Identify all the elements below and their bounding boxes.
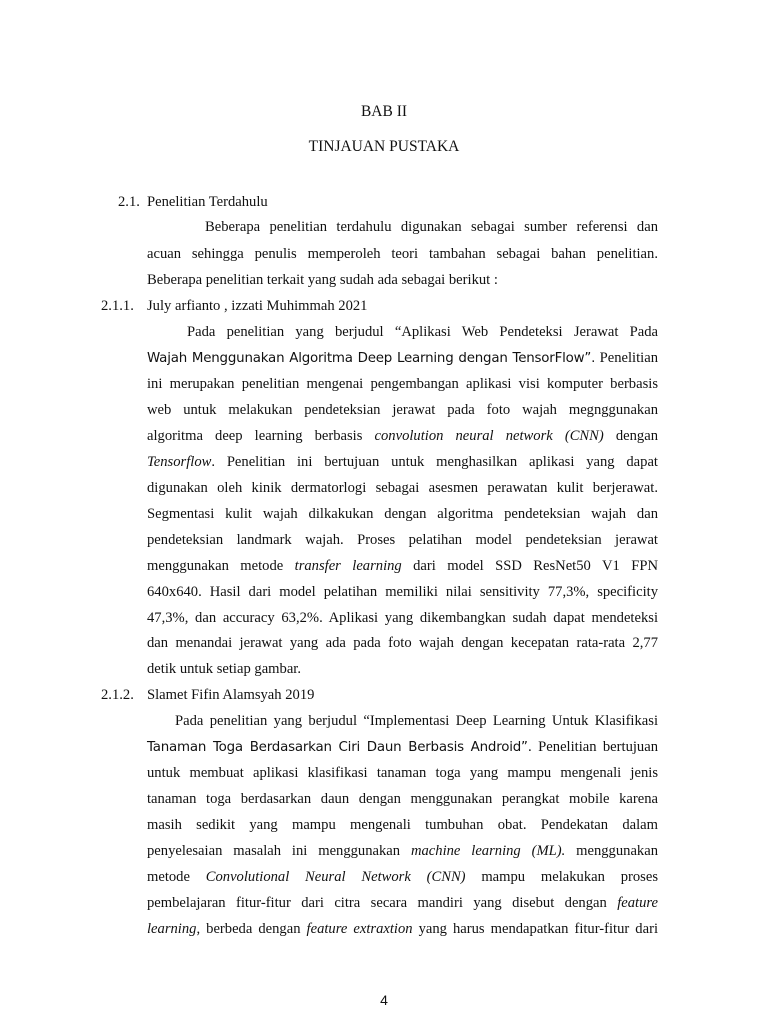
- italic-term: Tensorflow: [147, 454, 212, 470]
- paragraph-line: 47,3%, dan accuracy 63,2%. Aplikasi yang dikembangkan sudah dapat mendeteksi: [147, 610, 658, 626]
- section-number: 2.1.: [118, 194, 140, 210]
- paragraph-line: ini merupakan penelitian mengenai pengembangan aplikasi visi komputer berbasis: [147, 376, 658, 392]
- section-title: Penelitian Terdahulu: [147, 194, 268, 210]
- paragraph-line: penyelesaian masalah ini menggunakan machine learning (ML). menggunakan: [147, 843, 658, 859]
- research-title-text: Tanaman Toga Berdasarkan Ciri Daun Berbasis Android”.: [147, 740, 532, 755]
- paragraph-line: Tensorflow. Penelitian ini bertujuan untuk menghasilkan aplikasi yang dapat: [147, 454, 658, 470]
- paragraph-line: Segmentasi kulit wajah dilkakukan dengan algoritma pendeteksian wajah dan: [147, 506, 658, 522]
- paragraph-line: algoritma deep learning berbasis convolution neural network (CNN) dengan: [147, 428, 659, 444]
- research-title-text: Wajah Menggunakan Algoritma Deep Learning dengan TensorFlow”.: [147, 351, 596, 366]
- italic-term: machine learning (ML).: [410, 843, 566, 859]
- subsection-number: 2.1.1.: [101, 298, 134, 314]
- intro-line: acuan sehingga penulis memperoleh teori tambahan sebagai bahan penelitian.: [147, 246, 658, 262]
- paragraph-line: detik untuk setiap gambar.: [147, 661, 302, 677]
- paragraph-line: metode Convolutional Neural Network (CNN) mampu melakukan proses: [147, 869, 658, 885]
- paragraph-line: Pada penelitian yang berjudul “Aplikasi Web Pendeteksi Jerawat Pada: [187, 324, 658, 340]
- paragraph-line: Tanaman Toga Berdasarkan Ciri Daun Berbasis Android”. Penelitian bertujuan: [147, 739, 658, 755]
- intro-line: Beberapa penelitian terdahulu digunakan sebagai sumber referensi dan: [205, 219, 658, 235]
- italic-term: feature extraxtion: [306, 921, 413, 937]
- subsection-number: 2.1.2.: [101, 687, 134, 703]
- intro-line: Beberapa penelitian terkait yang sudah ada sebagai berikut :: [147, 272, 498, 288]
- italic-term: feature: [617, 895, 658, 911]
- paragraph-line: 640x640. Hasil dari model pelatihan memiliki nilai sensitivity 77,3%, specificity: [147, 584, 658, 600]
- page-number: 4: [380, 992, 388, 1008]
- italic-term: convolution neural network (CNN): [374, 428, 604, 444]
- chapter-label: BAB II: [360, 103, 408, 120]
- italic-term: Convolutional Neural Network (CNN): [205, 869, 466, 885]
- paragraph-line: digunakan oleh kinik dermatorlogi sebagai asesmen perawatan kulit berjerawat.: [147, 480, 658, 496]
- paragraph-line: learning, berbeda dengan feature extraxtion yang harus mendapatkan fitur-fitur dari: [147, 921, 658, 937]
- subsection-title: July arfianto , izzati Muhimmah 2021: [147, 298, 368, 314]
- paragraph-line: dan menandai jerawat yang ada pada foto wajah dengan kecepatan rata-rata 2,77: [147, 635, 658, 651]
- paragraph-line: untuk membuat aplikasi klasifikasi tanaman toga yang mampu mengenali jenis: [147, 765, 658, 781]
- paragraph-line: tanaman toga berdasarkan daun dengan menggunakan perangkat mobile karena: [147, 791, 658, 807]
- paragraph-line: pendeteksian landmark wajah. Proses pelatihan model pendeteksian jerawat: [147, 532, 658, 548]
- paragraph-line: menggunakan metode transfer learning dari model SSD ResNet50 V1 FPN: [147, 558, 658, 574]
- italic-term: learning: [147, 921, 197, 937]
- italic-term: transfer learning: [294, 558, 402, 574]
- paragraph-line: masih sedikit yang mampu mengenali tumbuhan obat. Pendekatan dalam: [147, 817, 658, 833]
- subsection-title: Slamet Fifin Alamsyah 2019: [147, 687, 315, 703]
- paragraph-line: web untuk melakukan pendeteksian jerawat pada foto wajah megnggunakan: [147, 402, 658, 418]
- paragraph-line: Pada penelitian yang berjudul “Implementasi Deep Learning Untuk Klasifikasi: [175, 713, 658, 729]
- paragraph-line: Wajah Menggunakan Algoritma Deep Learning dengan TensorFlow”. Penelitian: [147, 350, 658, 366]
- paragraph-line: pembelajaran fitur-fitur dari citra secara mandiri yang disebut dengan feature: [147, 895, 658, 911]
- chapter-title: TINJAUAN PUSTAKA: [308, 138, 460, 155]
